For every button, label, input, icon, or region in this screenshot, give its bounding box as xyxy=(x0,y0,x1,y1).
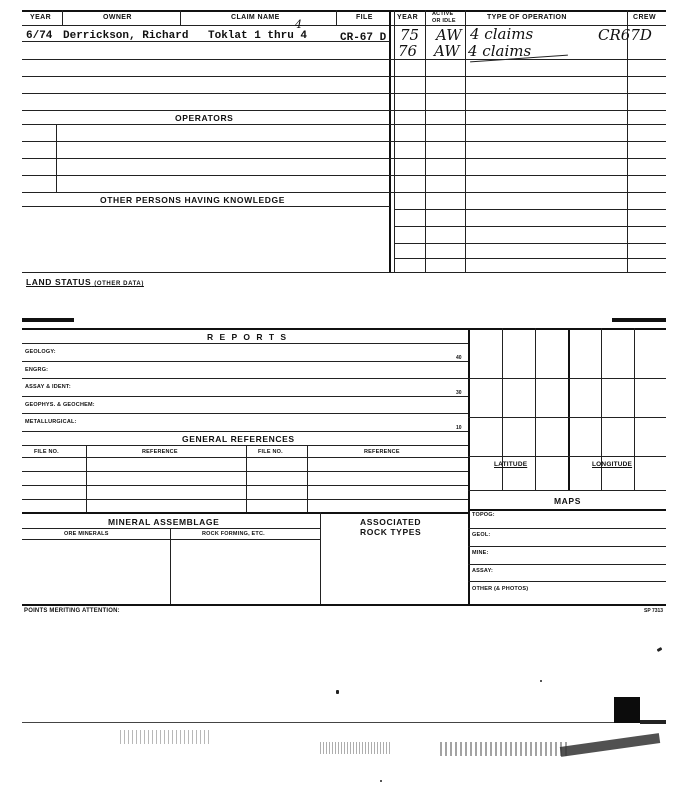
header-claim-name: CLAIM NAME xyxy=(231,14,280,21)
scan-speck xyxy=(657,647,663,652)
reports-right-divider xyxy=(468,328,470,604)
row-line xyxy=(22,361,468,362)
row-line xyxy=(22,272,666,273)
row-line xyxy=(22,396,468,397)
header-file: FILE xyxy=(356,14,373,21)
grid-col xyxy=(634,328,635,490)
col-divider xyxy=(246,445,247,512)
maps-mine: MINE: xyxy=(472,550,489,556)
divider xyxy=(336,10,337,25)
row-line xyxy=(394,258,666,259)
maps-line xyxy=(468,509,666,511)
ore-minerals-label: ORE MINERALS xyxy=(64,531,109,537)
header-year: YEAR xyxy=(30,14,52,21)
col-divider xyxy=(170,528,171,604)
rock-types-label: ROCK TYPES xyxy=(360,527,422,537)
gr-reference-1: REFERENCE xyxy=(142,449,178,455)
grid-row xyxy=(468,490,666,491)
hand-activity-2: AW xyxy=(434,42,460,60)
maps-line xyxy=(468,581,666,582)
scan-mark xyxy=(640,720,666,724)
hand-activity-1: AW xyxy=(436,26,462,44)
row-line xyxy=(22,175,666,176)
land-status-label: LAND STATUS (OTHER DATA) xyxy=(26,277,144,287)
report-geology-label: GEOLOGY: xyxy=(25,349,56,355)
maps-line xyxy=(468,546,666,547)
reports-bottom-border xyxy=(22,604,666,606)
rock-forming-label: ROCK FORMING, ETC. xyxy=(202,531,265,537)
report-engrg-label: ENGRG: xyxy=(25,367,49,373)
header-year-2: YEAR xyxy=(397,14,419,21)
row-line xyxy=(22,471,468,472)
report-geology-num: 40 xyxy=(456,355,462,361)
row-line xyxy=(22,457,468,458)
header-or-idle: OR IDLE xyxy=(432,18,456,24)
entry-claim-superscript: 4 xyxy=(295,18,302,31)
scan-speck xyxy=(540,680,542,682)
entry-claim: Toklat 1 thru 4 xyxy=(208,30,308,42)
row-line xyxy=(22,539,320,540)
report-metallurgical-num: 10 xyxy=(456,425,462,431)
scan-speck xyxy=(336,690,339,694)
header-crew: CREW xyxy=(633,14,656,21)
mineral-assemblage-title: MINERAL ASSEMBLAGE xyxy=(108,517,220,527)
gr-file-no-1: FILE NO. xyxy=(34,449,59,455)
hand-operation-1: 4 claims xyxy=(470,25,534,43)
header-owner: OWNER xyxy=(103,14,132,21)
scan-noise xyxy=(120,730,210,744)
row-line xyxy=(22,528,320,529)
scan-mark xyxy=(612,318,666,322)
longitude-label: LONGITUDE xyxy=(592,461,633,468)
grid-col xyxy=(568,328,570,490)
scan-smudge xyxy=(560,733,660,757)
col-divider xyxy=(320,512,321,604)
row-line xyxy=(22,485,468,486)
general-references-title: GENERAL REFERENCES xyxy=(182,434,295,444)
operators-label: OPERATORS xyxy=(175,113,234,123)
row-line xyxy=(394,226,666,227)
maps-assay: ASSAY: xyxy=(472,568,494,574)
divider xyxy=(180,10,181,25)
gr-reference-2: REFERENCE xyxy=(364,449,400,455)
maps-other: OTHER (& PHOTOS) xyxy=(472,586,529,592)
row-line xyxy=(22,124,666,125)
points-meriting-attention: POINTS MERITING ATTENTION: xyxy=(24,608,120,614)
other-persons-label: OTHER PERSONS HAVING KNOWLEDGE xyxy=(100,195,286,205)
row-line xyxy=(22,413,468,414)
maps-line xyxy=(468,528,666,529)
col-divider xyxy=(307,445,308,512)
latitude-label: LATITUDE xyxy=(494,461,528,468)
grid-row xyxy=(468,456,666,457)
row-line xyxy=(22,206,390,207)
maps-title: MAPS xyxy=(554,496,581,506)
scan-noise xyxy=(440,742,570,756)
report-metallurgical-label: METALLURGICAL: xyxy=(25,419,77,425)
row-line xyxy=(22,76,666,77)
scan-speck xyxy=(380,780,382,782)
row-line xyxy=(22,141,666,142)
form-number: SP 7313 xyxy=(644,608,664,614)
row-line xyxy=(22,499,468,500)
registration-mark xyxy=(614,697,640,723)
maps-topog: TOPOG: xyxy=(472,512,495,518)
hand-year-2: 76 xyxy=(398,42,418,60)
entry-file: CR-67 D xyxy=(340,32,387,44)
row-line xyxy=(22,431,468,432)
report-assay-label: ASSAY & IDENT: xyxy=(25,384,71,390)
hand-operation-2: 4 claims xyxy=(468,42,532,60)
scan-noise xyxy=(320,742,390,754)
header-type-of-operation: TYPE OF OPERATION xyxy=(487,14,567,21)
row-line xyxy=(22,110,666,111)
top-border xyxy=(22,10,666,12)
report-geophys-label: GEOPHYS. & GEOCHEM: xyxy=(25,402,95,408)
grid-row xyxy=(468,417,666,418)
col-divider xyxy=(86,445,87,512)
entry-date: 6/74 xyxy=(26,30,53,42)
report-assay-num: 30 xyxy=(456,390,462,396)
grid-col xyxy=(535,328,536,490)
row-line xyxy=(22,343,468,344)
maps-geol: GEOL: xyxy=(472,532,491,538)
maps-line xyxy=(468,564,666,565)
header-active: ACTIVE xyxy=(432,11,454,17)
hand-crew-1: CR67D xyxy=(598,26,652,44)
row-line xyxy=(394,209,666,210)
row-line xyxy=(394,243,666,244)
entry-strike-line xyxy=(22,41,390,42)
row-line xyxy=(22,445,468,446)
scan-mark xyxy=(22,318,74,322)
row-line xyxy=(22,59,666,60)
row-line xyxy=(22,378,468,379)
bottom-scan-line xyxy=(22,722,622,723)
row-line xyxy=(22,512,468,514)
row-line xyxy=(22,192,666,193)
associated-label: ASSOCIATED xyxy=(360,517,422,527)
row-line xyxy=(22,93,666,94)
grid-row xyxy=(468,378,666,379)
row-line xyxy=(22,158,666,159)
reports-title: R E P O R T S xyxy=(207,332,289,342)
hand-year-1: 75 xyxy=(400,26,420,44)
header-bottom-line xyxy=(22,25,666,26)
entry-owner: Derrickson, Richard xyxy=(63,30,189,42)
divider xyxy=(62,10,63,25)
gr-file-no-2: FILE NO. xyxy=(258,449,283,455)
